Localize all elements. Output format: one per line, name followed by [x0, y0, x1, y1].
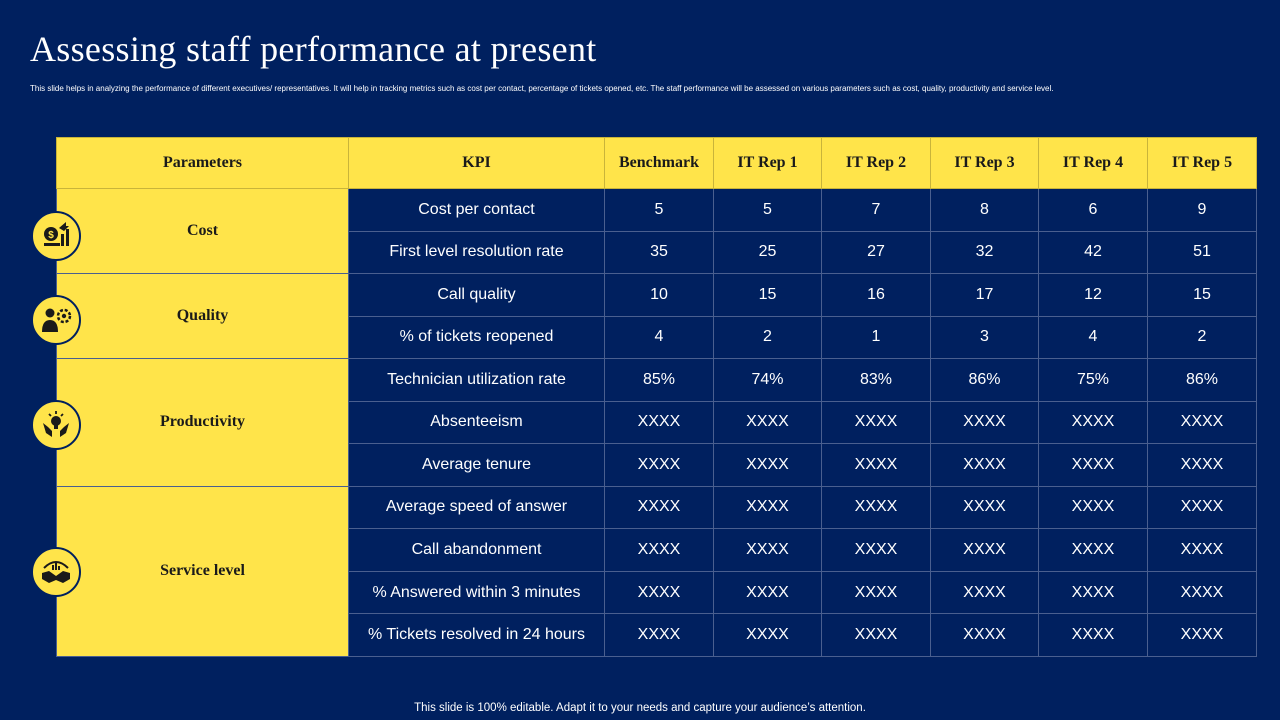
it-rep-5-cell: 15: [1148, 274, 1257, 317]
it-rep-1-cell: XXXX: [714, 486, 822, 529]
header-it-rep-5: IT Rep 5: [1148, 138, 1257, 189]
benchmark-cell: 85%: [605, 359, 714, 402]
benchmark-cell: XXXX: [605, 486, 714, 529]
page-title: Assessing staff performance at present: [30, 29, 597, 69]
header-it-rep-2: IT Rep 2: [822, 138, 931, 189]
it-rep-1-cell: XXXX: [714, 401, 822, 444]
benchmark-cell: 10: [605, 274, 714, 317]
it-rep-1-cell: 74%: [714, 359, 822, 402]
it-rep-3-cell: 17: [931, 274, 1039, 317]
it-rep-3-cell: XXXX: [931, 529, 1039, 572]
it-rep-1-cell: 25: [714, 231, 822, 274]
it-rep-5-cell: XXXX: [1148, 401, 1257, 444]
kpi-cell: % of tickets reopened: [349, 316, 605, 359]
it-rep-2-cell: 7: [822, 189, 931, 232]
it-rep-3-cell: 86%: [931, 359, 1039, 402]
it-rep-1-cell: XXXX: [714, 529, 822, 572]
it-rep-5-cell: XXXX: [1148, 571, 1257, 614]
header-benchmark: Benchmark: [605, 138, 714, 189]
table-header-row: [57, 138, 1257, 189]
header-it-rep-1: IT Rep 1: [714, 138, 822, 189]
it-rep-3-cell: 8: [931, 189, 1039, 232]
it-rep-2-cell: XXXX: [822, 529, 931, 572]
benchmark-cell: 35: [605, 231, 714, 274]
table-row: [57, 486, 1257, 529]
it-rep-4-cell: 6: [1039, 189, 1148, 232]
benchmark-cell: XXXX: [605, 401, 714, 444]
it-rep-2-cell: XXXX: [822, 571, 931, 614]
header-parameters: Parameters: [57, 138, 349, 189]
it-rep-2-cell: 16: [822, 274, 931, 317]
parameter-quality: Quality: [57, 274, 349, 359]
kpi-cell: Call abandonment: [349, 529, 605, 572]
table-row: [57, 189, 1257, 232]
it-rep-5-cell: 2: [1148, 316, 1257, 359]
benchmark-cell: XXXX: [605, 614, 714, 657]
header-kpi: KPI: [349, 138, 605, 189]
kpi-cell: % Tickets resolved in 24 hours: [349, 614, 605, 657]
hands-idea-icon: [31, 400, 81, 450]
it-rep-1-cell: XXXX: [714, 571, 822, 614]
businessman-gear-icon: [31, 295, 81, 345]
kpi-table: [56, 137, 1257, 657]
benchmark-cell: XXXX: [605, 529, 714, 572]
it-rep-3-cell: XXXX: [931, 444, 1039, 487]
benchmark-cell: 5: [605, 189, 714, 232]
table-row: [57, 359, 1257, 402]
page-subtitle: This slide helps in analyzing the performance of different executives/ representatives. It will help in tracking metrics such as cost per contact, percentage of tickets opened, etc. The staff performance will be assessed on various parameters such as cost, quality, productivity and service level.: [30, 84, 1054, 93]
it-rep-2-cell: 1: [822, 316, 931, 359]
it-rep-3-cell: XXXX: [931, 486, 1039, 529]
kpi-cell: Absenteeism: [349, 401, 605, 444]
parameter-service-level: Service level: [57, 486, 349, 656]
it-rep-5-cell: XXXX: [1148, 486, 1257, 529]
it-rep-4-cell: XXXX: [1039, 401, 1148, 444]
kpi-cell: Call quality: [349, 274, 605, 317]
benchmark-cell: XXXX: [605, 444, 714, 487]
benchmark-cell: XXXX: [605, 571, 714, 614]
it-rep-5-cell: 86%: [1148, 359, 1257, 402]
header-it-rep-3: IT Rep 3: [931, 138, 1039, 189]
it-rep-1-cell: 5: [714, 189, 822, 232]
it-rep-4-cell: XXXX: [1039, 614, 1148, 657]
it-rep-4-cell: 42: [1039, 231, 1148, 274]
it-rep-5-cell: XXXX: [1148, 529, 1257, 572]
it-rep-4-cell: XXXX: [1039, 571, 1148, 614]
kpi-cell: First level resolution rate: [349, 231, 605, 274]
money-growth-icon: [31, 211, 81, 261]
it-rep-1-cell: 15: [714, 274, 822, 317]
it-rep-3-cell: 3: [931, 316, 1039, 359]
svg-text:$: $: [48, 230, 54, 241]
it-rep-3-cell: XXXX: [931, 614, 1039, 657]
kpi-cell: Technician utilization rate: [349, 359, 605, 402]
it-rep-5-cell: XXXX: [1148, 444, 1257, 487]
it-rep-4-cell: 12: [1039, 274, 1148, 317]
it-rep-2-cell: 83%: [822, 359, 931, 402]
it-rep-1-cell: 2: [714, 316, 822, 359]
it-rep-3-cell: XXXX: [931, 401, 1039, 444]
it-rep-4-cell: 4: [1039, 316, 1148, 359]
it-rep-1-cell: XXXX: [714, 614, 822, 657]
kpi-cell: Average tenure: [349, 444, 605, 487]
parameter-cost: Cost: [57, 189, 349, 274]
benchmark-cell: 4: [605, 316, 714, 359]
table-row: [57, 274, 1257, 317]
it-rep-3-cell: 32: [931, 231, 1039, 274]
it-rep-4-cell: XXXX: [1039, 444, 1148, 487]
it-rep-2-cell: XXXX: [822, 444, 931, 487]
header-it-rep-4: IT Rep 4: [1039, 138, 1148, 189]
it-rep-4-cell: XXXX: [1039, 486, 1148, 529]
kpi-cell: % Answered within 3 minutes: [349, 571, 605, 614]
it-rep-3-cell: XXXX: [931, 571, 1039, 614]
it-rep-4-cell: XXXX: [1039, 529, 1148, 572]
it-rep-2-cell: XXXX: [822, 401, 931, 444]
it-rep-2-cell: XXXX: [822, 486, 931, 529]
footer-note: This slide is 100% editable. Adapt it to your needs and capture your audience’s attention.: [414, 702, 866, 714]
kpi-cell: Cost per contact: [349, 189, 605, 232]
parameter-productivity: Productivity: [57, 359, 349, 487]
it-rep-5-cell: 9: [1148, 189, 1257, 232]
it-rep-4-cell: 75%: [1039, 359, 1148, 402]
it-rep-2-cell: XXXX: [822, 614, 931, 657]
it-rep-1-cell: XXXX: [714, 444, 822, 487]
it-rep-5-cell: XXXX: [1148, 614, 1257, 657]
kpi-cell: Average speed of answer: [349, 486, 605, 529]
it-rep-5-cell: 51: [1148, 231, 1257, 274]
handshake-chart-icon: [31, 547, 81, 597]
it-rep-2-cell: 27: [822, 231, 931, 274]
